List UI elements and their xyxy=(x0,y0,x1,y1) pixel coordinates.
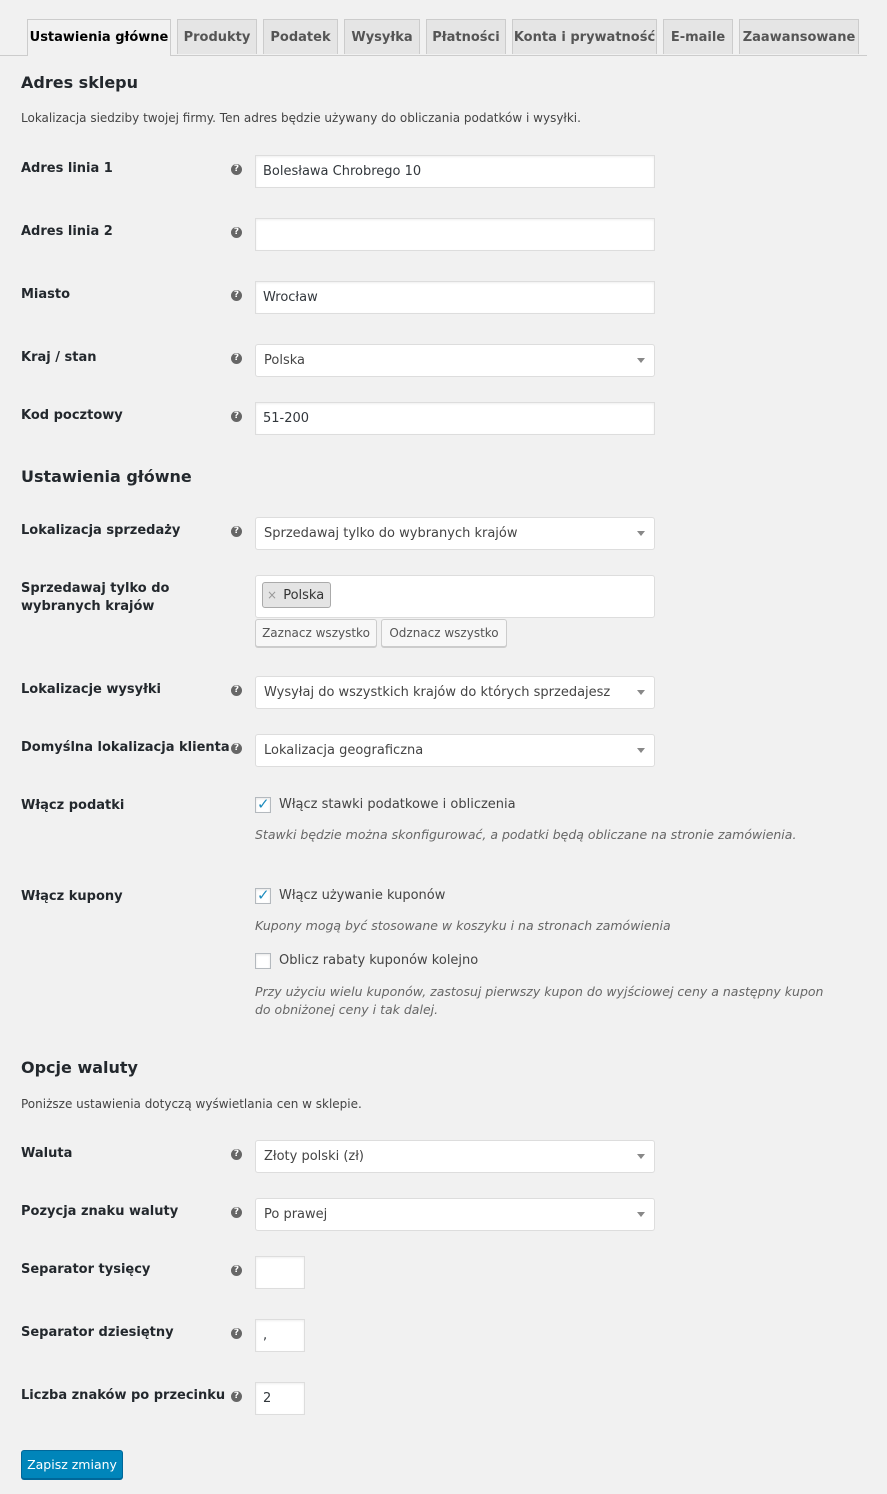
help-icon[interactable]: ? xyxy=(231,411,242,422)
store-address-description: Lokalizacja siedziby twojej firmy. Ten adres będzie używany do obliczania podatków i wysyłki. xyxy=(21,111,581,125)
enable-coupons-note: Kupony mogą być stosowane w koszyku i na stronach zamówienia xyxy=(255,918,671,933)
select-all-button[interactable]: Zaznacz wszystko xyxy=(255,619,377,647)
num-decimals-input[interactable] xyxy=(255,1382,305,1415)
country-chip-label: Polska xyxy=(283,588,325,603)
tab-accounts-privacy[interactable]: Konta i prywatność xyxy=(512,19,657,54)
help-icon[interactable]: ? xyxy=(231,227,242,238)
tab-general[interactable]: Ustawienia główne xyxy=(27,19,171,56)
specific-countries-multiselect[interactable] xyxy=(255,575,655,618)
address1-input[interactable] xyxy=(255,155,655,188)
country-select-value: Polska xyxy=(264,353,305,368)
specific-countries-label: Sprzedawaj tylko do wybranych krajów xyxy=(21,581,170,614)
tab-shipping[interactable]: Wysyłka xyxy=(344,19,420,54)
help-icon[interactable]: ? xyxy=(231,353,242,364)
enable-taxes-checkbox[interactable] xyxy=(255,797,271,813)
currency-position-label: Pozycja znaku waluty xyxy=(21,1204,179,1219)
tab-payments[interactable]: Płatności xyxy=(426,19,506,54)
country-select[interactable] xyxy=(255,344,655,377)
city-input[interactable] xyxy=(255,281,655,314)
enable-coupons-checkbox[interactable] xyxy=(255,888,271,904)
decimal-separator-input[interactable] xyxy=(255,1319,305,1352)
section-heading-currency: Opcje waluty xyxy=(21,1058,138,1077)
enable-coupons-checkbox-label[interactable]: Włącz używanie kuponów xyxy=(279,888,446,903)
decimal-separator-label: Separator dziesiętny xyxy=(21,1325,174,1340)
address1-label: Adres linia 1 xyxy=(21,161,113,176)
deselect-all-button[interactable]: Odznacz wszystko xyxy=(381,619,507,647)
address2-label: Adres linia 2 xyxy=(21,224,113,239)
currency-position-value: Po prawej xyxy=(264,1207,328,1222)
address2-input[interactable] xyxy=(255,218,655,251)
currency-description: Poniższe ustawienia dotyczą wyświetlania cen w sklepie. xyxy=(21,1097,362,1111)
help-icon[interactable]: ? xyxy=(231,1265,242,1276)
tab-tax[interactable]: Podatek xyxy=(263,19,338,54)
save-changes-button[interactable]: Zapisz zmiany xyxy=(21,1450,123,1479)
enable-taxes-note: Stawki będzie można skonfigurować, a podatki będą obliczane na stronie zamówienia. xyxy=(255,827,797,842)
sequential-coupons-checkbox-label[interactable]: Oblicz rabaty kuponów kolejno xyxy=(279,953,479,968)
section-heading-general: Ustawienia główne xyxy=(21,467,192,486)
selling-location-value: Sprzedawaj tylko do wybranych krajów xyxy=(264,526,518,541)
num-decimals-label: Liczba znaków po przecinku xyxy=(21,1388,226,1403)
city-label: Miasto xyxy=(21,287,71,302)
remove-chip-icon[interactable]: × xyxy=(267,588,278,602)
shipping-locations-select[interactable] xyxy=(255,676,655,709)
help-icon[interactable]: ? xyxy=(231,526,242,537)
country-chip xyxy=(262,582,331,608)
help-icon[interactable]: ? xyxy=(231,1328,242,1339)
shipping-locations-value: Wysyłaj do wszystkich krajów do których sprzedajesz xyxy=(264,685,611,700)
enable-coupons-label: Włącz kupony xyxy=(21,889,123,904)
selling-location-label: Lokalizacja sprzedaży xyxy=(21,523,181,538)
chevron-down-icon xyxy=(637,1212,645,1217)
tab-products[interactable]: Produkty xyxy=(177,19,257,54)
selling-location-select[interactable] xyxy=(255,517,655,550)
help-icon[interactable]: ? xyxy=(231,290,242,301)
postcode-input[interactable] xyxy=(255,402,655,435)
checkmark-icon: ✓ xyxy=(257,795,270,813)
sequential-coupons-checkbox[interactable] xyxy=(255,953,271,969)
sequential-coupons-note: Przy użyciu wielu kuponów, zastosuj pierwszy kupon do wyjściowej ceny a następny kupon do obniżonej ceny i tak dalej. xyxy=(255,984,824,1017)
chevron-down-icon xyxy=(637,690,645,695)
help-icon[interactable]: ? xyxy=(231,1391,242,1402)
default-location-label: Domyślna lokalizacja klienta xyxy=(21,740,230,755)
section-heading-store-address: Adres sklepu xyxy=(21,73,139,92)
chevron-down-icon xyxy=(637,531,645,536)
enable-taxes-label: Włącz podatki xyxy=(21,798,125,813)
settings-tabs xyxy=(0,0,867,56)
shipping-locations-label: Lokalizacje wysyłki xyxy=(21,682,162,697)
help-icon[interactable]: ? xyxy=(231,164,242,175)
country-label: Kraj / stan xyxy=(21,350,97,365)
postcode-label: Kod pocztowy xyxy=(21,408,123,423)
thousand-separator-input[interactable] xyxy=(255,1256,305,1289)
tab-emails[interactable]: E-maile xyxy=(663,19,733,54)
currency-position-select[interactable] xyxy=(255,1198,655,1231)
currency-select-value: Złoty polski (zł) xyxy=(264,1149,365,1164)
help-icon[interactable]: ? xyxy=(231,1207,242,1218)
thousand-separator-label: Separator tysięcy xyxy=(21,1262,151,1277)
default-location-value: Lokalizacja geograficzna xyxy=(264,743,424,758)
chevron-down-icon xyxy=(637,748,645,753)
checkmark-icon: ✓ xyxy=(257,886,270,904)
default-location-select[interactable] xyxy=(255,734,655,767)
currency-label: Waluta xyxy=(21,1146,73,1161)
chevron-down-icon xyxy=(637,1154,645,1159)
help-icon[interactable]: ? xyxy=(231,1149,242,1160)
help-icon[interactable]: ? xyxy=(231,685,242,696)
tab-advanced[interactable]: Zaawansowane xyxy=(739,19,859,54)
chevron-down-icon xyxy=(637,358,645,363)
currency-select[interactable] xyxy=(255,1140,655,1173)
help-icon[interactable]: ? xyxy=(231,743,242,754)
enable-taxes-checkbox-label[interactable]: Włącz stawki podatkowe i obliczenia xyxy=(279,797,516,812)
